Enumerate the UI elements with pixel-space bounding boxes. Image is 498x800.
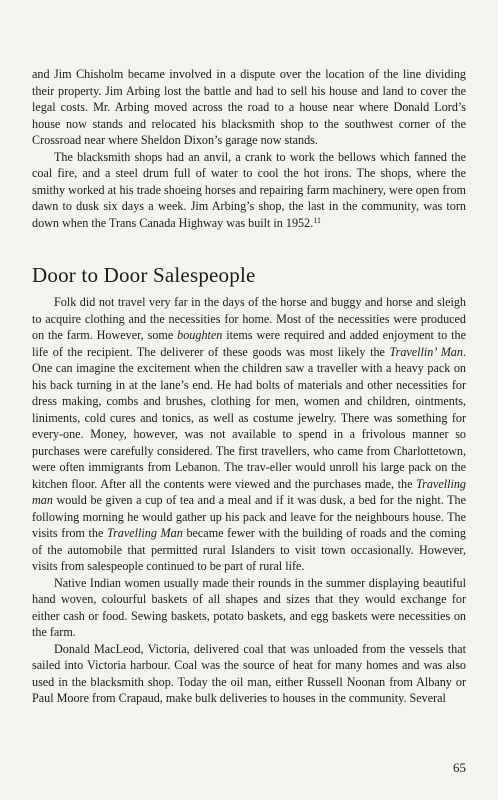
section-heading: Door to Door Salespeople xyxy=(32,263,256,287)
text-run: . One can imagine the excitement when the children saw a traveller with a heavy pack on his back turning in at the lane’s end. He had bolts of materials and other necessities for dress making, combs and brushes, clothing for men, women and children, ointments, liniments, cold cures and tonics, as well as costume jewelry. There was something for every-one. Money, however, was not available to spend in a frivolous manner so purchases were carefully considered. The first travellers, who came from Charlottetown, were often immigrants from Lebanon. The trav-eller would unroll his large pack on the kitchen floor. After all the contents were viewed and the purchases made, the xyxy=(32,344,466,491)
footnote-marker: 11 xyxy=(313,215,321,225)
text-block-main xyxy=(32,294,466,707)
paragraph-folk xyxy=(32,294,466,575)
italic-term: Travellin’ Man xyxy=(389,344,463,359)
text-run: Folk did not travel very far in the days of the horse and buggy and horse and sleigh to acquire clothing and the necessities for home. Most of the necessities were produced on the farm. However, some xyxy=(32,295,466,342)
italic-term: Travelling man xyxy=(32,476,466,507)
italic-term: boughten xyxy=(177,328,223,342)
paragraph-coal-delivery: Donald MacLeod, Victoria, delivered coal that was unloaded from the vessels that sailed into Victoria harbour. Coal was the source of heat for many homes and was also used in the blacksmith shop. Today the oil man, either Russell Noonan from Albany or Paul Moore from Crapaud, make bulk deliveries to houses in the community. Several xyxy=(32,641,466,705)
italic-term: Travelling Man xyxy=(107,526,183,540)
paragraph-blacksmith-shops xyxy=(32,149,466,232)
text-run: would be given a cup of tea and a meal and if it was dusk, a bed for the night. The following morning he would gather up his pack and leave for the neighbours house. The visits from the xyxy=(32,493,466,540)
paragraph-arbing-dispute: and Jim Chisholm became involved in a dispute over the location of the line dividing their property. Jim Arbing lost the battle and had to sell his house and land to cover the legal costs. Mr. Arbing moved across the road to a house near where Donald Lord’s house now stands and relocated his blacksmith shop to the southwest corner of the Crossroad near where Sheldon Dixon’s garage now stands. xyxy=(32,67,466,147)
text-run: items were required and added enjoyment to the life of the recipient. The deliverer of these goods was most likely the xyxy=(32,328,466,359)
text-run: became fewer with the building of roads and the coming of the automobile that permitted rural Islanders to visit town occasionally. However, visits from salespeople continued to be part of rural life. xyxy=(32,526,466,573)
paragraph-native-baskets: Native Indian women usually made their rounds in the summer displaying beautiful hand woven, colourful baskets of all shapes and sizes that they would exchange for either cash or food. Sewing baskets, potato baskets, and egg baskets were necessities on the farm. xyxy=(32,575,466,639)
paragraph-text: The blacksmith shops had an anvil, a crank to work the bellows which fanned the coal fire, and a steel drum full of water to cool the hot irons. The shops, where the smithy worked at his trade shoeing horses and repairing farm machinery, were open from dawn to dusk six days a week. Jim Arbing’s shop, the last in the community, was torn down when the Trans Canada Highway was built in 1952. xyxy=(32,149,466,230)
text-block-top xyxy=(32,66,466,231)
page-number: 65 xyxy=(453,760,466,775)
